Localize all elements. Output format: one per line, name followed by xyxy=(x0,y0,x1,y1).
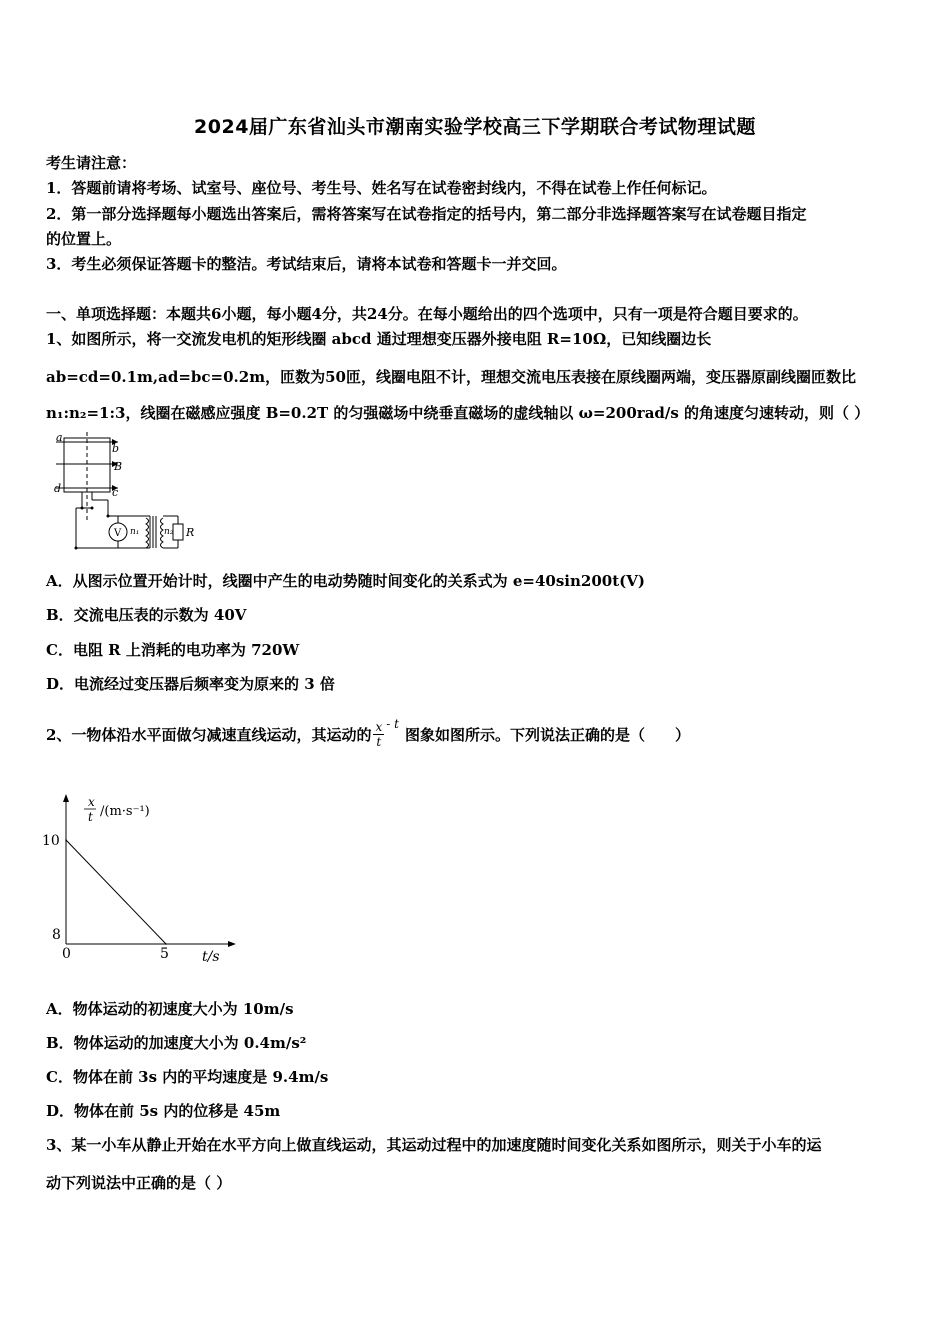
q1-option-a: A．从图示位置开始计时，线圈中产生的电动势随时间变化的关系式为 e=40sin200t(V) xyxy=(46,572,645,590)
data-point xyxy=(65,839,67,841)
q1-stem-line1: 1、如图所示，将一交流发电机的矩形线圈 abcd 通过理想变压器外接电阻 R=10Ω，已知线圈边长 xyxy=(46,330,712,348)
q1-stem-line2: ab=cd=0.1m,ad=bc=0.2m，匝数为50匝，线圈电阻不计，理想交流电压表接在原线圈两端，变压器原副线圈匝数比 xyxy=(46,368,856,386)
x-axis-arrow xyxy=(228,941,236,947)
label-B: B xyxy=(114,460,123,473)
section-heading: 一、单项选择题：本题共6小题，每小题4分，共24分。在每小题给出的四个选项中，只有一项是符合题目要求的。 xyxy=(46,305,808,323)
q1-stem-line3: n₁:n₂=1:3，线圈在磁感应强度 B=0.2T 的匀强磁场中绕垂直磁场的虚线轴以 ω=200rad/s 的角速度匀速转动，则（ ） xyxy=(46,404,870,422)
label-n1: n₁ xyxy=(130,527,140,537)
y-tick-8: 8 xyxy=(52,927,61,943)
y-label-den: t xyxy=(88,810,93,824)
q3-stem-line1: 3、某一小车从静止开始在水平方向上做直线运动，其运动过程中的加速度随时间变化关系如图所示，则关于小车的运 xyxy=(46,1136,822,1154)
y-tick-10: 10 xyxy=(42,833,60,849)
label-b: b xyxy=(112,442,120,455)
q2-fraction xyxy=(373,720,384,749)
notice-item-2: 2．第一部分选择题每小题选出答案后，需将答案写在试卷指定的括号内，第二部分非选择题答案写在试卷题目指定 xyxy=(46,205,807,223)
x-label: t/s xyxy=(202,949,220,965)
q2-option-b: B．物体运动的加速度大小为 0.4m/s² xyxy=(46,1034,307,1052)
notice-item-2-cont: 的位置上。 xyxy=(46,230,122,248)
q2-option-d: D．物体在前 5s 内的位移是 45m xyxy=(46,1102,281,1120)
q2-frac-num: x xyxy=(375,719,383,734)
y-label-num: x xyxy=(88,795,95,809)
q2-option-a: A．物体运动的初速度大小为 10m/s xyxy=(46,1000,294,1018)
label-V: V xyxy=(114,528,122,539)
q2-chart xyxy=(40,788,250,968)
q2-frac-dash: - t xyxy=(386,717,399,731)
q2-frac-den: t xyxy=(376,734,382,749)
y-axis-arrow xyxy=(63,794,69,802)
notice-item-3: 3．考生必须保证答题卡的整洁。考试结束后，请将本试卷和答题卡一并交回。 xyxy=(46,255,567,273)
notice-item-1: 1．答题前请将考场、试室号、座位号、考生号、姓名写在试卷密封线内，不得在试卷上作任何标记。 xyxy=(46,179,717,197)
q2-option-c: C．物体在前 3s 内的平均速度是 9.4m/s xyxy=(46,1068,329,1086)
label-n2: n₂ xyxy=(164,527,174,537)
q3-stem-line2: 动下列说法中正确的是（ ） xyxy=(46,1174,232,1192)
page-title: 2024届广东省汕头市潮南实验学校高三下学期联合考试物理试题 xyxy=(194,116,756,138)
x-tick-5: 5 xyxy=(160,946,169,962)
label-a: a xyxy=(56,431,63,444)
q2-stem-before: 2、一物体沿水平面做匀减速直线运动，其运动的 xyxy=(46,725,372,744)
x-tick-0: 0 xyxy=(62,946,71,962)
notice-heading: 考生请注意： xyxy=(46,154,137,172)
q2-stem-after: 图象如图所示。下列说法正确的是（ ） xyxy=(404,725,690,744)
q1-option-c: C．电阻 R 上消耗的电功率为 720W xyxy=(46,641,300,659)
label-R: R xyxy=(186,526,195,539)
q2-stem xyxy=(46,712,690,756)
data-point xyxy=(165,943,167,945)
q1-generator-circuit-figure xyxy=(46,430,206,554)
q1-option-d: D．电流经过变压器后频率变为原来的 3 倍 xyxy=(46,675,335,693)
series-line xyxy=(66,840,166,944)
q1-option-b: B．交流电压表的示数为 40V xyxy=(46,606,247,624)
label-c: c xyxy=(112,486,119,499)
y-label-unit: /(m·s⁻¹) xyxy=(100,804,150,819)
label-d: d xyxy=(54,482,62,495)
